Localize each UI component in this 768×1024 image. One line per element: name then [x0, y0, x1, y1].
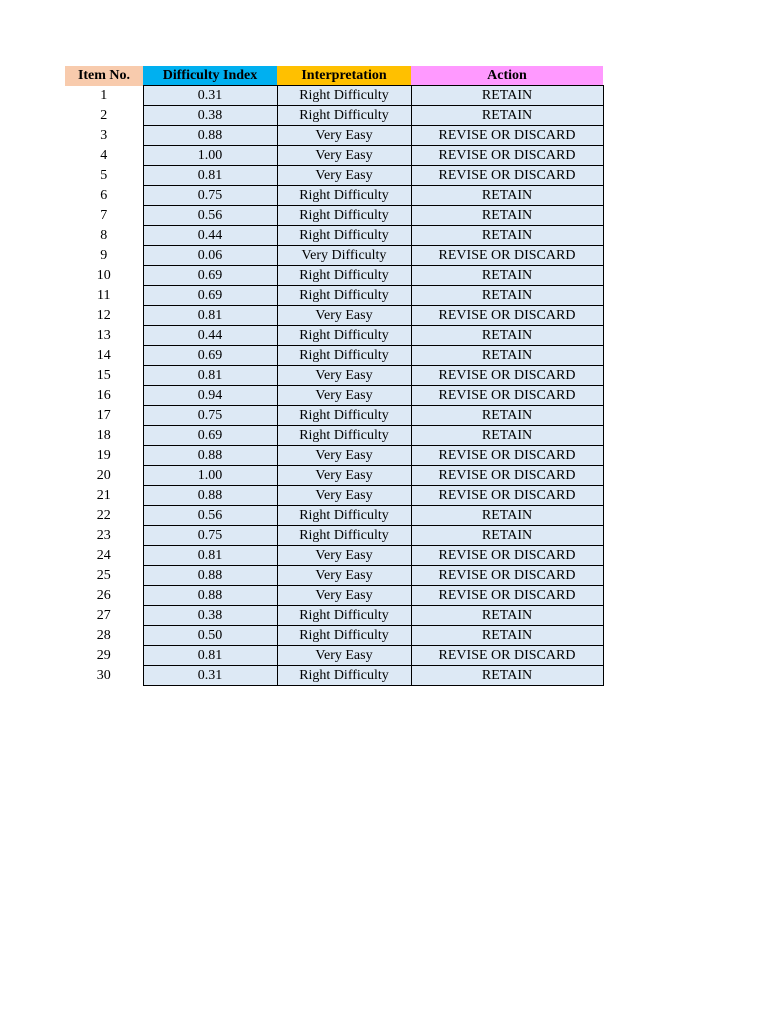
difficulty-index-cell: 0.56 — [143, 206, 277, 226]
difficulty-index-cell: 0.38 — [143, 606, 277, 626]
item-number-cell: 18 — [65, 426, 143, 446]
table-row — [65, 226, 603, 246]
table-row — [65, 346, 603, 366]
item-number-cell: 4 — [65, 146, 143, 166]
header-action: Action — [411, 66, 603, 86]
interpretation-cell: Right Difficulty — [277, 226, 411, 246]
item-number-cell: 27 — [65, 606, 143, 626]
item-number-cell: 6 — [65, 186, 143, 206]
difficulty-index-cell: 0.88 — [143, 586, 277, 606]
difficulty-index-cell: 0.81 — [143, 306, 277, 326]
difficulty-index-cell: 0.69 — [143, 266, 277, 286]
item-number-cell: 30 — [65, 666, 143, 686]
difficulty-index-cell: 0.88 — [143, 126, 277, 146]
item-number-cell: 10 — [65, 266, 143, 286]
difficulty-index-cell: 0.75 — [143, 526, 277, 546]
item-number-cell: 9 — [65, 246, 143, 266]
table-row — [65, 406, 603, 426]
action-cell: RETAIN — [411, 666, 603, 686]
difficulty-index-cell: 0.81 — [143, 646, 277, 666]
item-number-cell: 20 — [65, 466, 143, 486]
interpretation-cell: Very Easy — [277, 566, 411, 586]
item-number-cell: 12 — [65, 306, 143, 326]
action-cell: REVISE OR DISCARD — [411, 306, 603, 326]
action-cell: REVISE OR DISCARD — [411, 446, 603, 466]
interpretation-cell: Very Easy — [277, 386, 411, 406]
action-cell: RETAIN — [411, 206, 603, 226]
item-number-cell: 23 — [65, 526, 143, 546]
item-number-cell: 19 — [65, 446, 143, 466]
table-row — [65, 186, 603, 206]
action-cell: REVISE OR DISCARD — [411, 386, 603, 406]
item-number-cell: 28 — [65, 626, 143, 646]
interpretation-cell: Right Difficulty — [277, 526, 411, 546]
table-row — [65, 126, 603, 146]
difficulty-index-cell: 0.69 — [143, 346, 277, 366]
table-row — [65, 106, 603, 126]
table-row — [65, 386, 603, 406]
item-number-cell: 7 — [65, 206, 143, 226]
item-number-cell: 25 — [65, 566, 143, 586]
difficulty-index-cell: 0.88 — [143, 486, 277, 506]
interpretation-cell: Right Difficulty — [277, 506, 411, 526]
item-number-cell: 21 — [65, 486, 143, 506]
interpretation-cell: Very Easy — [277, 646, 411, 666]
item-number-cell: 1 — [65, 86, 143, 106]
table-row — [65, 426, 603, 446]
action-cell: REVISE OR DISCARD — [411, 146, 603, 166]
header-item-no: Item No. — [65, 66, 143, 86]
table-row — [65, 606, 603, 626]
action-cell: RETAIN — [411, 226, 603, 246]
action-cell: RETAIN — [411, 406, 603, 426]
interpretation-cell: Right Difficulty — [277, 406, 411, 426]
interpretation-cell: Very Easy — [277, 486, 411, 506]
difficulty-index-cell: 0.69 — [143, 286, 277, 306]
action-cell: REVISE OR DISCARD — [411, 366, 603, 386]
action-cell: RETAIN — [411, 186, 603, 206]
table-row — [65, 306, 603, 326]
action-cell: REVISE OR DISCARD — [411, 586, 603, 606]
interpretation-cell: Very Easy — [277, 466, 411, 486]
item-number-cell: 13 — [65, 326, 143, 346]
table-row — [65, 166, 603, 186]
table-row — [65, 646, 603, 666]
item-analysis-table — [65, 66, 604, 686]
interpretation-cell: Right Difficulty — [277, 346, 411, 366]
table-row — [65, 526, 603, 546]
table-row — [65, 206, 603, 226]
difficulty-index-cell: 0.75 — [143, 406, 277, 426]
action-cell: REVISE OR DISCARD — [411, 126, 603, 146]
interpretation-cell: Right Difficulty — [277, 666, 411, 686]
item-number-cell: 17 — [65, 406, 143, 426]
interpretation-cell: Very Easy — [277, 446, 411, 466]
action-cell: REVISE OR DISCARD — [411, 566, 603, 586]
table-row — [65, 86, 603, 106]
difficulty-index-cell: 0.56 — [143, 506, 277, 526]
item-number-cell: 2 — [65, 106, 143, 126]
header-interpretation: Interpretation — [277, 66, 411, 86]
action-cell: RETAIN — [411, 266, 603, 286]
difficulty-index-cell: 0.38 — [143, 106, 277, 126]
difficulty-index-cell: 0.88 — [143, 446, 277, 466]
interpretation-cell: Right Difficulty — [277, 626, 411, 646]
item-number-cell: 5 — [65, 166, 143, 186]
table-row — [65, 486, 603, 506]
table-body — [65, 86, 603, 686]
interpretation-cell: Right Difficulty — [277, 426, 411, 446]
action-cell: RETAIN — [411, 286, 603, 306]
action-cell: RETAIN — [411, 106, 603, 126]
action-cell: RETAIN — [411, 426, 603, 446]
table-row — [65, 286, 603, 306]
item-number-cell: 26 — [65, 586, 143, 606]
difficulty-index-cell: 1.00 — [143, 146, 277, 166]
table-row — [65, 146, 603, 166]
header-difficulty-index: Difficulty Index — [143, 66, 277, 86]
action-cell: REVISE OR DISCARD — [411, 166, 603, 186]
interpretation-cell: Very Easy — [277, 586, 411, 606]
item-number-cell: 16 — [65, 386, 143, 406]
item-number-cell: 29 — [65, 646, 143, 666]
table-row — [65, 666, 603, 686]
interpretation-cell: Right Difficulty — [277, 266, 411, 286]
action-cell: REVISE OR DISCARD — [411, 466, 603, 486]
table-row — [65, 586, 603, 606]
table-row — [65, 366, 603, 386]
action-cell: RETAIN — [411, 526, 603, 546]
interpretation-cell: Very Easy — [277, 546, 411, 566]
action-cell: RETAIN — [411, 606, 603, 626]
table-row — [65, 566, 603, 586]
item-number-cell: 22 — [65, 506, 143, 526]
interpretation-cell: Very Difficulty — [277, 246, 411, 266]
interpretation-cell: Right Difficulty — [277, 326, 411, 346]
interpretation-cell: Right Difficulty — [277, 86, 411, 106]
table-row — [65, 506, 603, 526]
difficulty-index-cell: 0.31 — [143, 666, 277, 686]
table-row — [65, 626, 603, 646]
interpretation-cell: Right Difficulty — [277, 286, 411, 306]
difficulty-index-cell: 0.81 — [143, 366, 277, 386]
action-cell: RETAIN — [411, 326, 603, 346]
interpretation-cell: Very Easy — [277, 306, 411, 326]
item-number-cell: 11 — [65, 286, 143, 306]
difficulty-index-cell: 0.69 — [143, 426, 277, 446]
difficulty-index-cell: 0.81 — [143, 546, 277, 566]
difficulty-index-cell: 0.75 — [143, 186, 277, 206]
action-cell: REVISE OR DISCARD — [411, 646, 603, 666]
table-row — [65, 466, 603, 486]
action-cell: RETAIN — [411, 626, 603, 646]
item-number-cell: 14 — [65, 346, 143, 366]
table-row — [65, 326, 603, 346]
difficulty-index-cell: 0.81 — [143, 166, 277, 186]
action-cell: RETAIN — [411, 86, 603, 106]
interpretation-cell: Very Easy — [277, 366, 411, 386]
interpretation-cell: Right Difficulty — [277, 106, 411, 126]
difficulty-index-cell: 0.94 — [143, 386, 277, 406]
action-cell: REVISE OR DISCARD — [411, 486, 603, 506]
item-number-cell: 3 — [65, 126, 143, 146]
item-number-cell: 24 — [65, 546, 143, 566]
interpretation-cell: Very Easy — [277, 166, 411, 186]
table-row — [65, 246, 603, 266]
table-row — [65, 266, 603, 286]
item-number-cell: 15 — [65, 366, 143, 386]
difficulty-index-cell: 0.88 — [143, 566, 277, 586]
action-cell: REVISE OR DISCARD — [411, 246, 603, 266]
interpretation-cell: Very Easy — [277, 146, 411, 166]
difficulty-index-cell: 1.00 — [143, 466, 277, 486]
action-cell: RETAIN — [411, 346, 603, 366]
table-row — [65, 546, 603, 566]
interpretation-cell: Right Difficulty — [277, 186, 411, 206]
difficulty-index-cell: 0.44 — [143, 226, 277, 246]
item-number-cell: 8 — [65, 226, 143, 246]
action-cell: REVISE OR DISCARD — [411, 546, 603, 566]
interpretation-cell: Right Difficulty — [277, 206, 411, 226]
difficulty-index-cell: 0.06 — [143, 246, 277, 266]
interpretation-cell: Very Easy — [277, 126, 411, 146]
interpretation-cell: Right Difficulty — [277, 606, 411, 626]
difficulty-index-cell: 0.31 — [143, 86, 277, 106]
difficulty-index-cell: 0.44 — [143, 326, 277, 346]
action-cell: RETAIN — [411, 506, 603, 526]
header-row — [65, 66, 603, 86]
table-row — [65, 446, 603, 466]
difficulty-index-cell: 0.50 — [143, 626, 277, 646]
